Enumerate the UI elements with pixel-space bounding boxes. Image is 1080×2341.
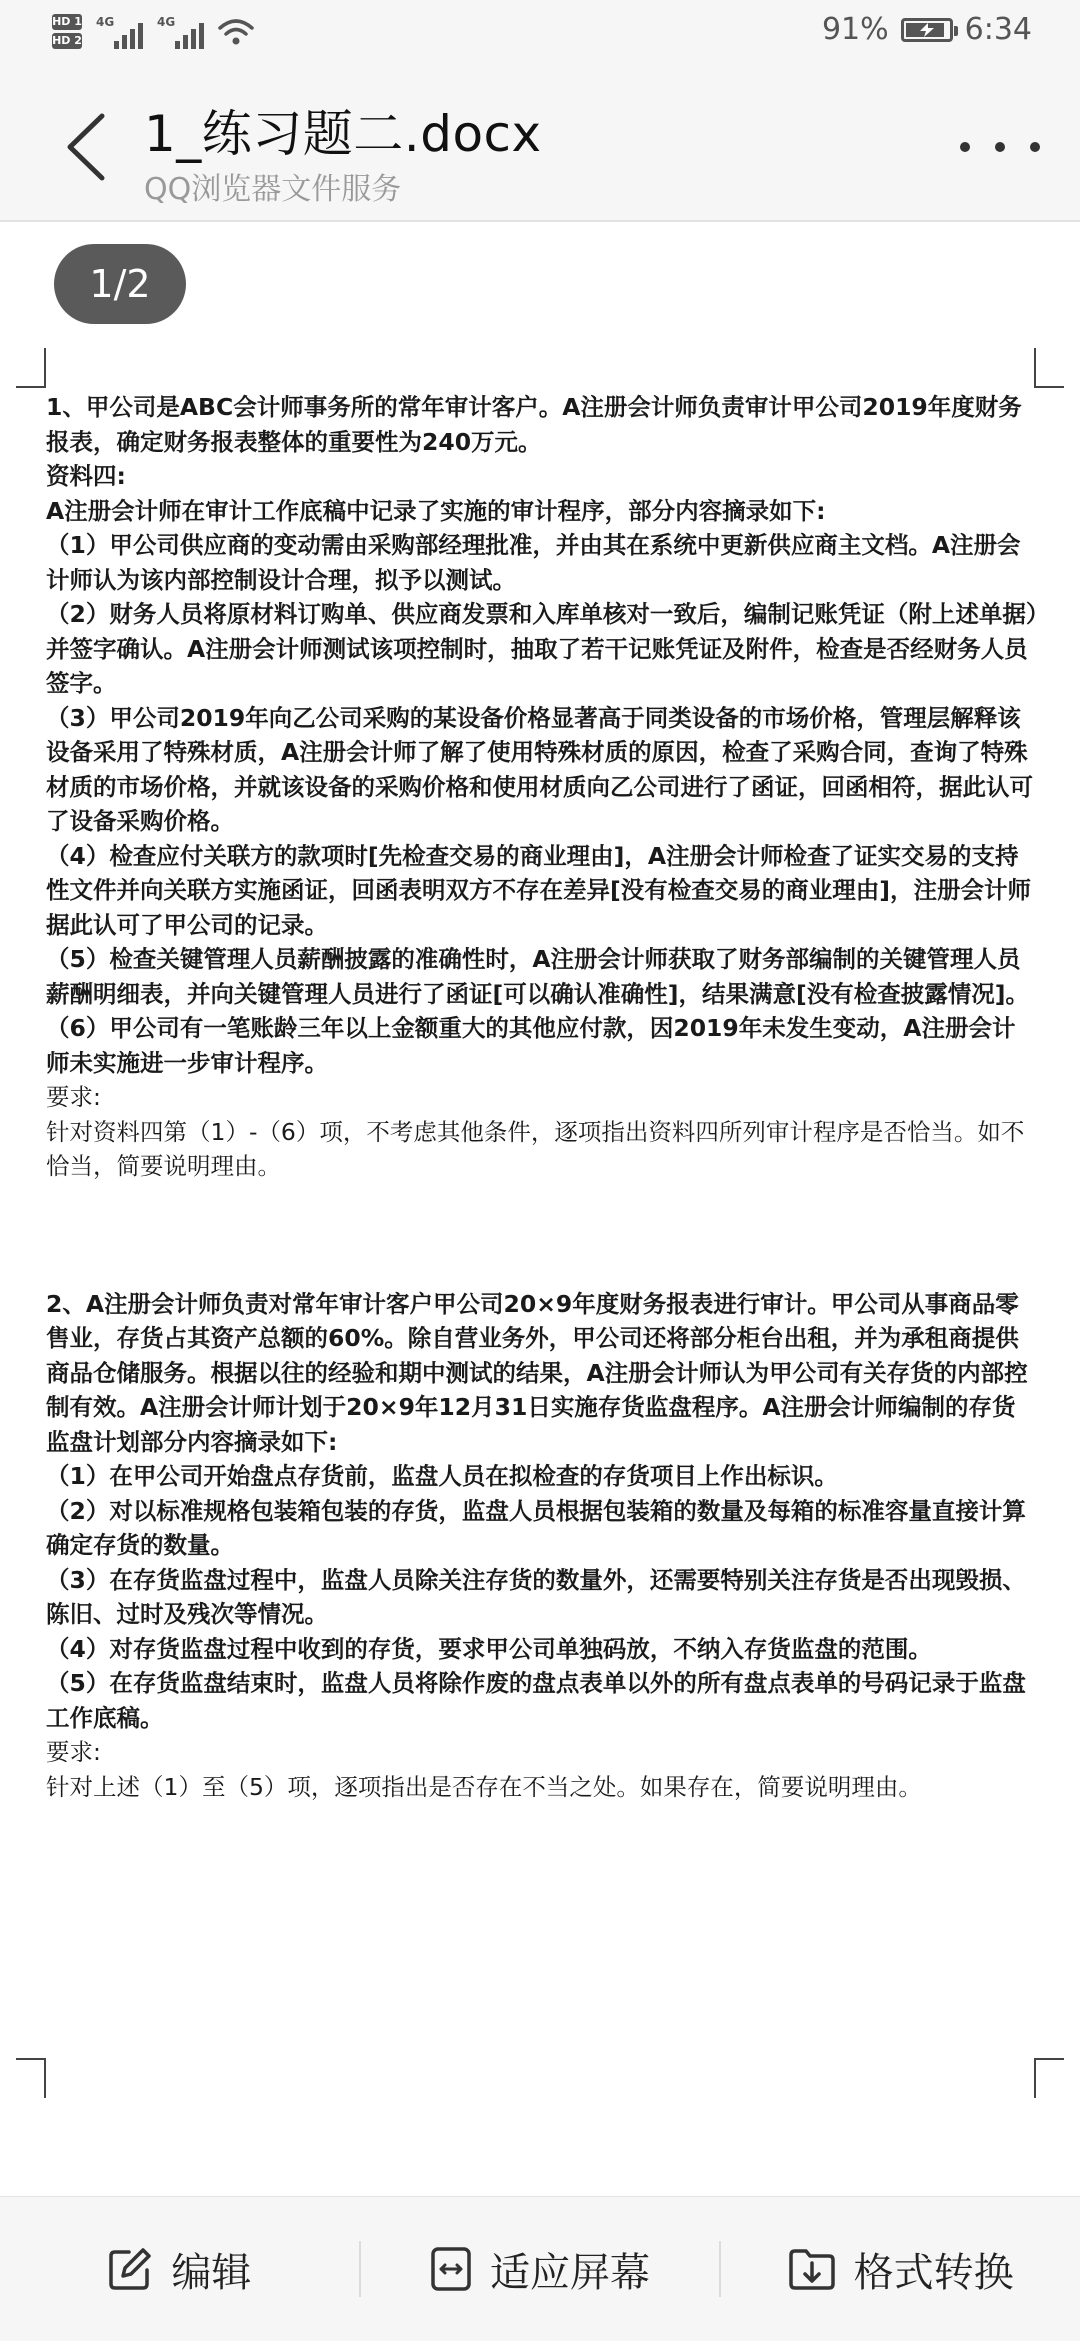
q2-item: （5）在存货监盘结束时，监盘人员将除作废的盘点表单以外的所有盘点表单的号码记录于监盘工作底稿。 — [46, 1669, 1026, 1732]
q2-requirement-label: 要求: — [46, 1738, 101, 1766]
q2-item: （2）对以标准规格包装箱包装的存货，监盘人员根据包装箱的数量及每箱的标准容量直接计算确定存货的数量。 — [46, 1496, 1026, 1559]
q2-item: （4）对存货监盘过程中收到的存货，要求甲公司单独码放，不纳入存货监盘的范围。 — [46, 1634, 932, 1663]
format-convert-button[interactable] — [721, 2197, 1080, 2341]
document-source: QQ浏览器文件服务 — [144, 172, 402, 207]
q1-lead: A注册会计师在审计工作底稿中记录了实施的审计程序，部分内容摘录如下: — [46, 496, 826, 525]
more-dots-icon[interactable] — [960, 132, 1040, 162]
page-indicator: 1/2 — [54, 244, 186, 324]
battery-percent: 91% — [821, 12, 889, 47]
q1-section-label: 资料四: — [46, 462, 126, 490]
edit-label: 编辑 — [171, 2249, 252, 2296]
network-type-2: 4G — [157, 14, 176, 29]
edit-button[interactable] — [0, 2197, 359, 2341]
q1-item: （6）甲公司有一笔账龄三年以上金额重大的其他应付款，因2019年未发生变动，A注册会计师未实施进一步审计程序。 — [46, 1014, 1016, 1077]
chevron-left-icon[interactable] — [62, 112, 112, 182]
charging-bolt-icon — [917, 23, 937, 37]
paragraph-gap — [46, 1184, 1038, 1287]
page-corner-bottom-left — [16, 2058, 46, 2098]
clock: 6:34 — [964, 12, 1032, 47]
signal-icon-2 — [157, 15, 204, 49]
edit-icon — [107, 2246, 153, 2292]
q1-item: （1）甲公司供应商的变动需由采购部经理批准，并由其在系统中更新供应商主文档。A注册会计师认为该内部控制设计合理，拟予以测试。 — [46, 531, 1021, 594]
fit-screen-label: 适应屏幕 — [490, 2249, 650, 2296]
bottom-toolbar — [0, 2196, 1080, 2341]
q1-requirement-text: 针对资料四第（1）-（6）项，不考虑其他条件，逐项指出资料四所列审计程序是否恰当。如不恰当，简要说明理由。 — [46, 1117, 1025, 1180]
page-corner-top-right — [1034, 348, 1064, 388]
q1-item: （4）检查应付关联方的款项时[先检查交易的商业理由]，A注册会计师检查了证实交易的支持性文件并向关联方实施函证，回函表明双方不存在差异[没有检查交易的商业理由]，注册会计师据此认可了甲公司的记录。 — [46, 841, 1031, 939]
q1-intro: 1、甲公司是ABC会计师事务所的常年审计客户。A注册会计师负责审计甲公司2019年度财务报表，确定财务报表整体的重要性为240万元。 — [46, 393, 1022, 456]
battery-icon — [901, 18, 953, 42]
document-title: 1_练习题二.docx — [144, 105, 542, 163]
hd2-badge: HD 2 — [52, 34, 82, 47]
hd-indicator — [52, 14, 82, 49]
status-left — [52, 14, 254, 49]
format-convert-label: 格式转换 — [853, 2249, 1014, 2296]
q1-item: （2）财务人员将原材料订购单、供应商发票和入库单核对一致后，编制记账凭证（附上述单据）并签字确认。A注册会计师测试该项控制时，抽取了若干记账凭证及附件，检查是否经财务人员签字。 — [46, 600, 1038, 697]
signal-icon-1 — [96, 15, 143, 49]
status-bar — [0, 0, 1080, 72]
q2-item: （3）在存货监盘过程中，监盘人员除关注存货的数量外，还需要特别关注存货是否出现毁损、陈旧、过时及残次等情况。 — [46, 1565, 1026, 1628]
format-convert-icon — [788, 2247, 836, 2291]
wifi-icon — [218, 18, 254, 46]
q2-item: （1）在甲公司开始盘点存货前，监盘人员在拟检查的存货项目上作出标识。 — [46, 1462, 838, 1490]
q2-intro: 2、A注册会计师负责对常年审计客户甲公司20×9年度财务报表进行审计。甲公司从事商品零售业，存货占其资产总额的60%。除自营业务外，甲公司还将部分柜台出租，并为承租商提供商品仓储服务。根据以往的经验和期中测试的结果，A注册会计师认为甲公司有关存货的内部控制有效。A注册会计师计划于20×9年12月31日实施存货监盘程序。A注册会计师编制的存货监盘计划部分内容摘录如下: — [46, 1289, 1028, 1456]
q1-item: （3）甲公司2019年向乙公司采购的某设备价格显著高于同类设备的市场价格，管理层解释该设备采用了特殊材质，A注册会计师了解了使用特殊材质的原因，检查了采购合同，查询了特殊材质的市场价格，并就该设备的采购价格和使用材质向乙公司进行了函证，回函相符，据此认可了设备采购价格。 — [46, 703, 1033, 835]
page-corner-bottom-right — [1034, 2058, 1064, 2098]
document-body — [46, 390, 1038, 1804]
page-corner-top-left — [16, 348, 46, 388]
fit-screen-icon — [430, 2246, 472, 2292]
q1-requirement-label: 要求: — [46, 1083, 101, 1111]
hd1-badge: HD 1 — [52, 15, 82, 28]
network-type-1: 4G — [96, 14, 115, 29]
title-bar — [0, 72, 1080, 222]
q1-item: （5）检查关键管理人员薪酬披露的准确性时，A注册会计师获取了财务部编制的关键管理人员薪酬明细表，并向关键管理人员进行了函证[可以确认准确性]，结果满意[没有检查披露情况]。 — [46, 945, 1029, 1008]
fit-screen-button[interactable] — [361, 2197, 720, 2341]
q2-requirement-text: 针对上述（1）至（5）项，逐项指出是否存在不当之处。如果存在，简要说明理由。 — [46, 1772, 922, 1801]
status-right — [822, 12, 1032, 47]
